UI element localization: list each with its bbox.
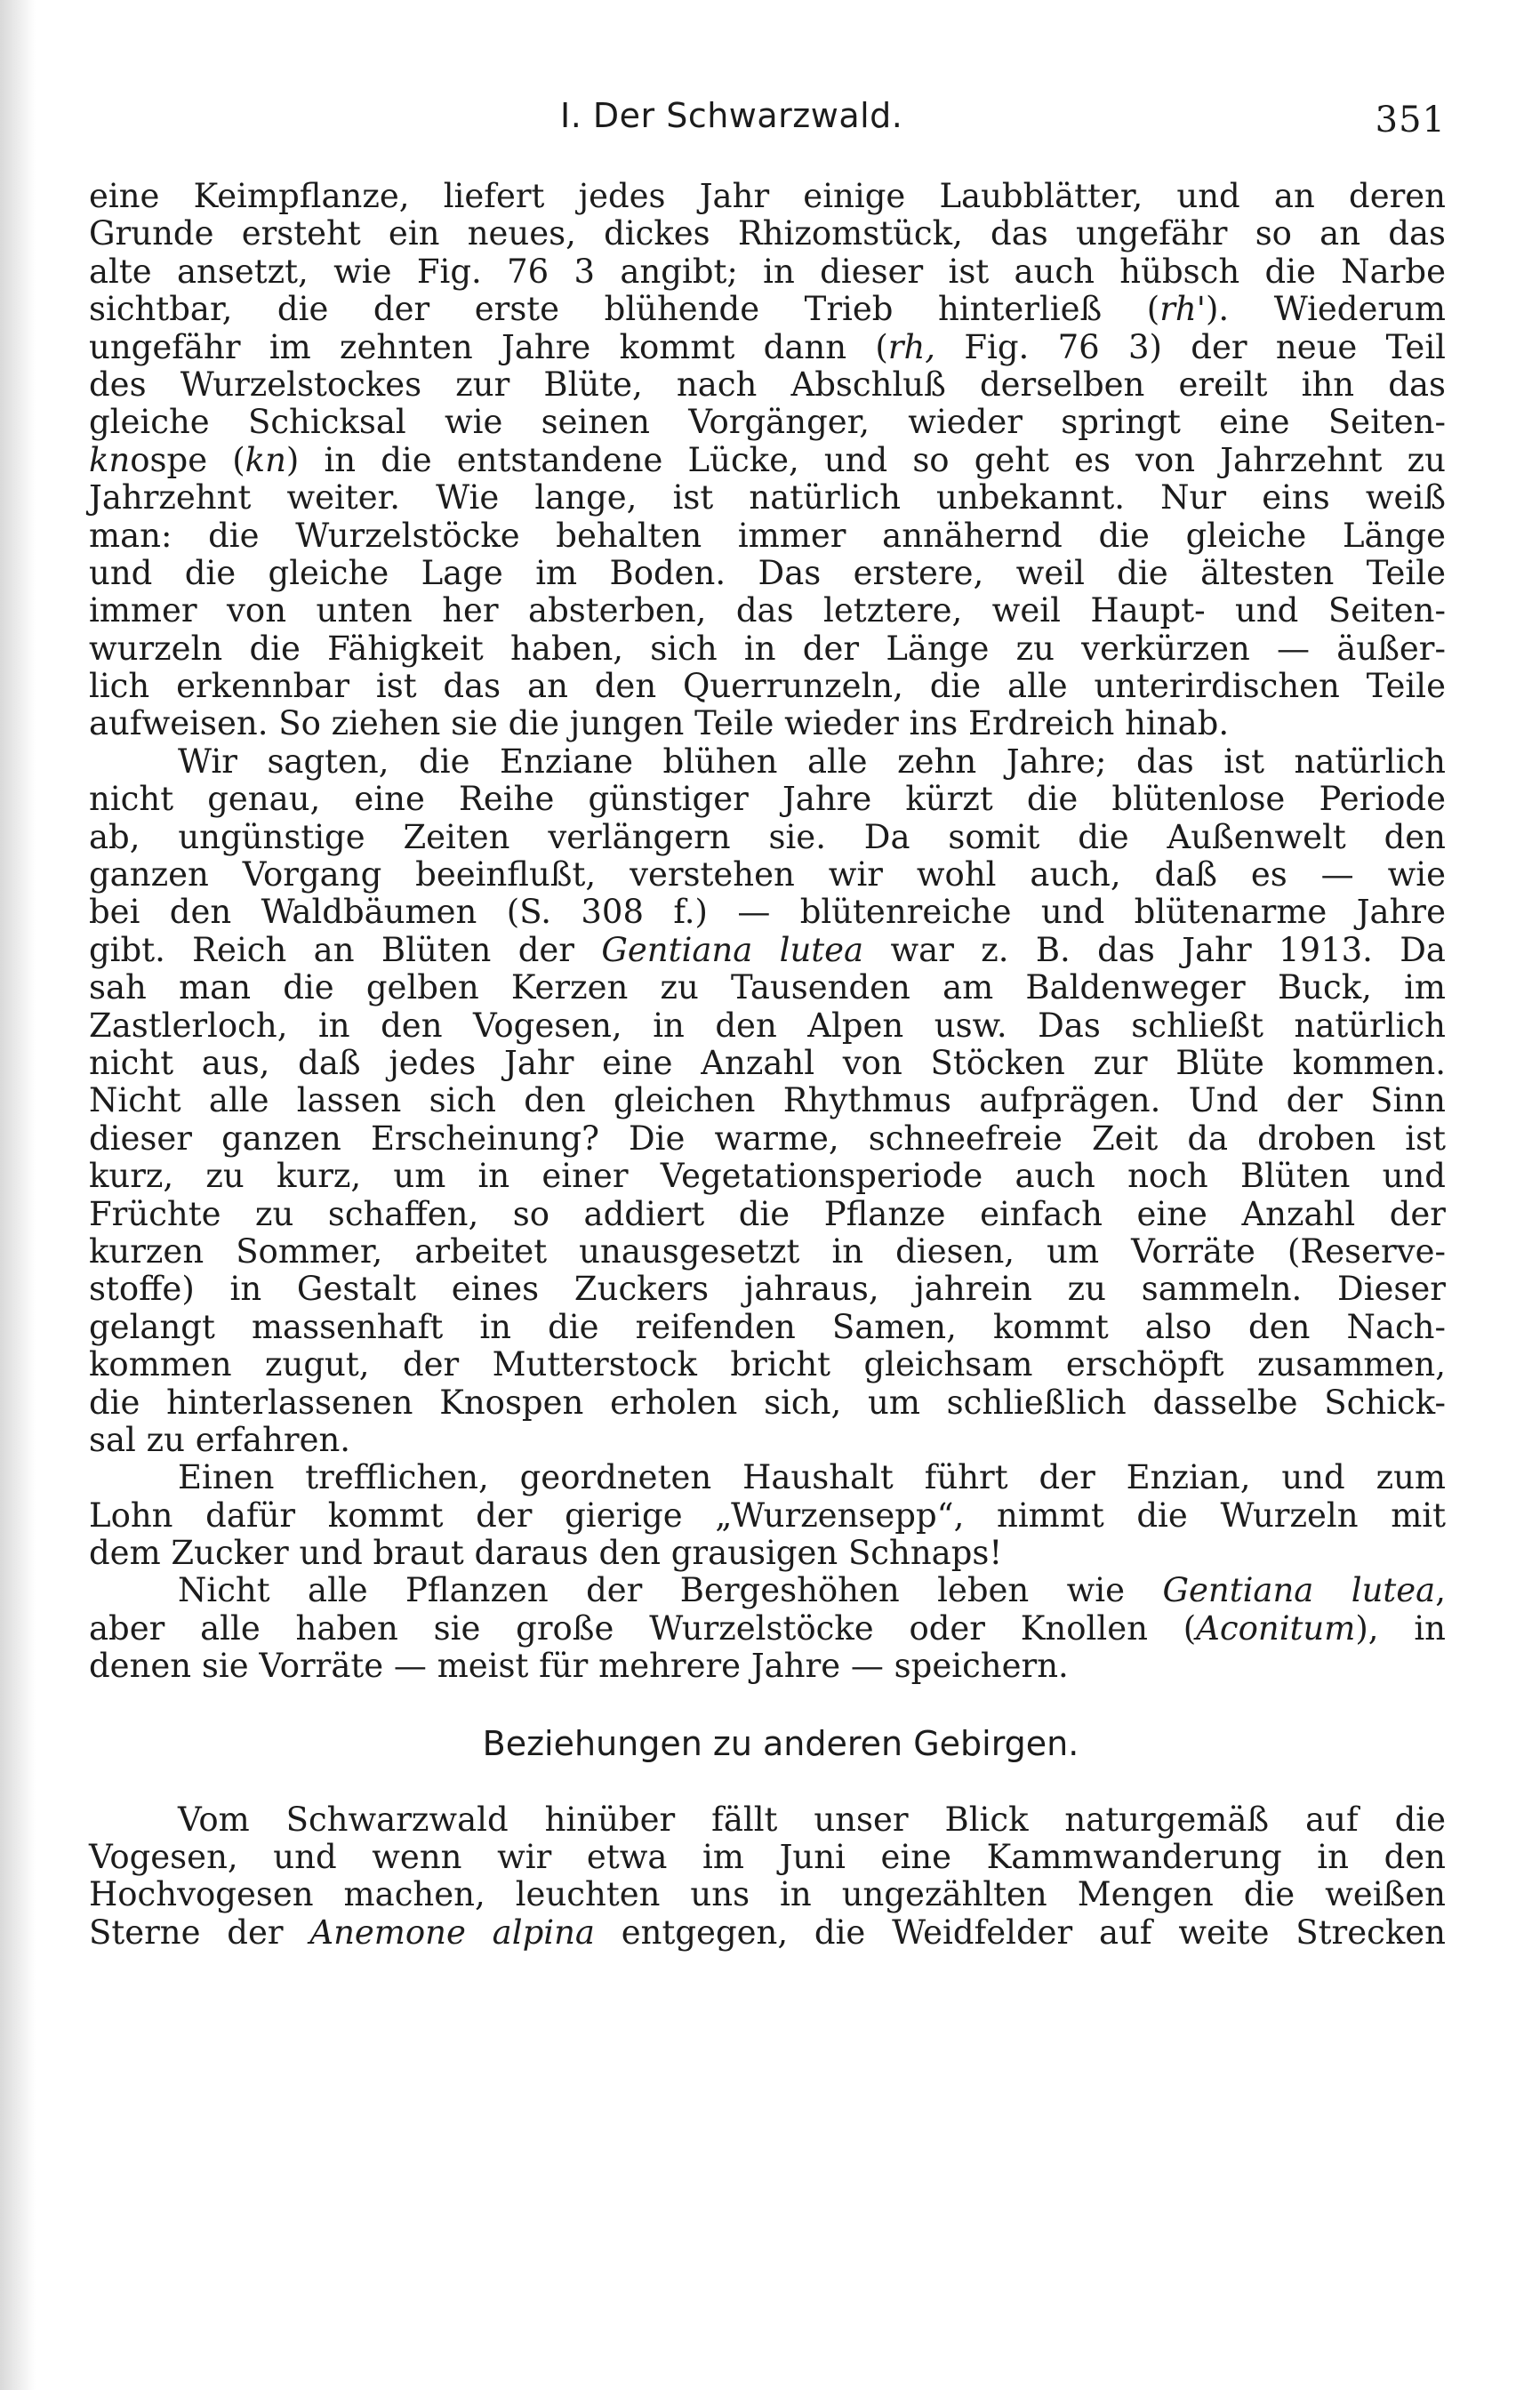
text-line: dieser ganzen Erscheinung? Die warme, schneefreie Zeit da droben ist: [89, 1119, 1446, 1158]
text-line: des Wurzelstockes zur Blüte, nach Abschluß derselben ereilt ihn das: [89, 365, 1446, 404]
text-line: Lohn dafür kommt der gierige „Wurzensepp“, nimmt die Wurzeln mit: [89, 1496, 1446, 1535]
text-line: kurz, zu kurz, um in einer Vegetationsperiode auch noch Blüten und: [89, 1157, 1446, 1196]
text-line: Früchte zu schaffen, so addiert die Pflanze einfach eine Anzahl der: [89, 1194, 1446, 1233]
text-line: denen sie Vorräte — meist für mehrere Jahre — speichern.: [89, 1647, 1069, 1686]
text-line: Vogesen, und wenn wir etwa im Juni eine Kammwanderung in den: [89, 1838, 1446, 1877]
text-line: nicht aus, daß jedes Jahr eine Anzahl von Stöcken zur Blüte kommen.: [89, 1043, 1446, 1082]
text-line: man: die Wurzelstöcke behalten immer annähernd die gleiche Länge: [89, 516, 1446, 555]
text-line: sichtbar, die der erste blühende Trieb hinterließ (rh'). Wiederum: [89, 290, 1446, 329]
text-line: wurzeln die Fähigkeit haben, sich in der Länge zu verkürzen — äußer-: [89, 629, 1446, 668]
section-heading: Beziehungen zu anderen Gebirgen.: [482, 1723, 1079, 1763]
text-line: Jahrzehnt weiter. Wie lange, ist natürlich unbekannt. Nur eins weiß: [89, 478, 1446, 517]
paragraph: [89, 1572, 1446, 1685]
text-line: die hinterlassenen Knospen erholen sich, um schließlich dasselbe Schick-: [89, 1383, 1446, 1422]
text-line: immer von unten her absterben, das letztere, weil Haupt- und Seiten-: [89, 591, 1446, 630]
page-body: [89, 178, 1446, 1952]
text-line: und die gleiche Lage im Boden. Das erstere, weil die ältesten Teile: [89, 553, 1446, 592]
running-title: I. Der Schwarzwald.: [560, 96, 903, 135]
text-line: sah man die gelben Kerzen zu Tausenden am Baldenweger Buck, im: [89, 968, 1446, 1007]
text-line: Einen trefflichen, geordneten Haushalt führt der Enzian, und zum: [178, 1458, 1446, 1497]
text-line: Sterne der Anemone alpina entgegen, die Weidfelder auf weite Strecken: [89, 1913, 1446, 1952]
text-line: Vom Schwarzwald hinüber fällt unser Blick naturgemäß auf die: [178, 1800, 1446, 1839]
text-line: bei den Waldbäumen (S. 308 f.) — blütenreiche und blütenarme Jahre: [89, 893, 1446, 932]
text-line: alte ansetzt, wie Fig. 76 3 angibt; in dieser ist auch hübsch die Narbe: [89, 252, 1446, 291]
scan-edge-shadow: [0, 0, 36, 2390]
text-line: Grunde ersteht ein neues, dickes Rhizomstück, das ungefähr so an das: [89, 214, 1446, 253]
text-line: kommen zugut, der Mutterstock bricht gleichsam erschöpft zusammen,: [89, 1345, 1446, 1384]
text-line: eine Keimpflanze, liefert jedes Jahr einige Laubblätter, und an deren: [89, 177, 1446, 215]
text-line: ganzen Vorgang beeinflußt, verstehen wir wohl auch, daß es — wie: [89, 855, 1446, 894]
text-line: Zastlerloch, in den Vogesen, in den Alpen usw. Das schließt natürlich: [89, 1006, 1446, 1045]
text-line: stoffe) in Gestalt eines Zuckers jahraus, jahrein zu sammeln. Dieser: [89, 1270, 1446, 1309]
text-line: gleiche Schicksal wie seinen Vorgänger, wieder springt eine Seiten-: [89, 403, 1446, 442]
text-line: Wir sagten, die Enziane blühen alle zehn Jahre; das ist natürlich: [178, 742, 1446, 781]
page-header: [89, 96, 1446, 149]
page-number: 351: [1375, 100, 1446, 140]
text-line: nicht genau, eine Reihe günstiger Jahre kürzt die blütenlose Periode: [89, 780, 1446, 819]
text-line: gibt. Reich an Blüten der Gentiana lutea war z. B. das Jahr 1913. Da: [89, 930, 1446, 969]
text-line: Nicht alle lassen sich den gleichen Rhythmus aufprägen. Und der Sinn: [89, 1081, 1446, 1120]
text-line: aufweisen. So ziehen sie die jungen Teile wieder ins Erdreich hinab.: [89, 704, 1230, 743]
text-line: kurzen Sommer, arbeitet unausgesetzt in diesen, um Vorräte (Reserve-: [89, 1231, 1446, 1271]
paragraph: [89, 1801, 1446, 1953]
text-line: sal zu erfahren.: [89, 1420, 351, 1459]
text-line: gelangt massenhaft in die reifenden Samen, kommt also den Nach-: [89, 1307, 1446, 1346]
paragraph: [89, 1459, 1446, 1572]
text-line: lich erkennbar ist das an den Querrunzeln, die alle unterirdischen Teile: [89, 667, 1446, 706]
text-line: aber alle haben sie große Wurzelstöcke oder Knollen (Aconitum), in: [89, 1608, 1446, 1648]
text-line: Nicht alle Pflanzen der Bergeshöhen leben wie Gentiana lutea,: [178, 1571, 1447, 1610]
text-line: ungefähr im zehnten Jahre kommt dann (rh, Fig. 76 3) der neue Teil: [89, 327, 1446, 366]
paragraph: [89, 178, 1446, 743]
paragraph: [89, 743, 1446, 1459]
text-line: dem Zucker und braut daraus den grausigen Schnaps!: [89, 1534, 1003, 1573]
text-line: ab, ungünstige Zeiten verlängern sie. Da somit die Außenwelt den: [89, 817, 1446, 856]
text-line: Hochvogesen machen, leuchten uns in ungezählten Mengen die weißen: [89, 1875, 1446, 1914]
text-line: knospe (kn) in die entstandene Lücke, und so geht es von Jahrzehnt zu: [89, 440, 1446, 479]
